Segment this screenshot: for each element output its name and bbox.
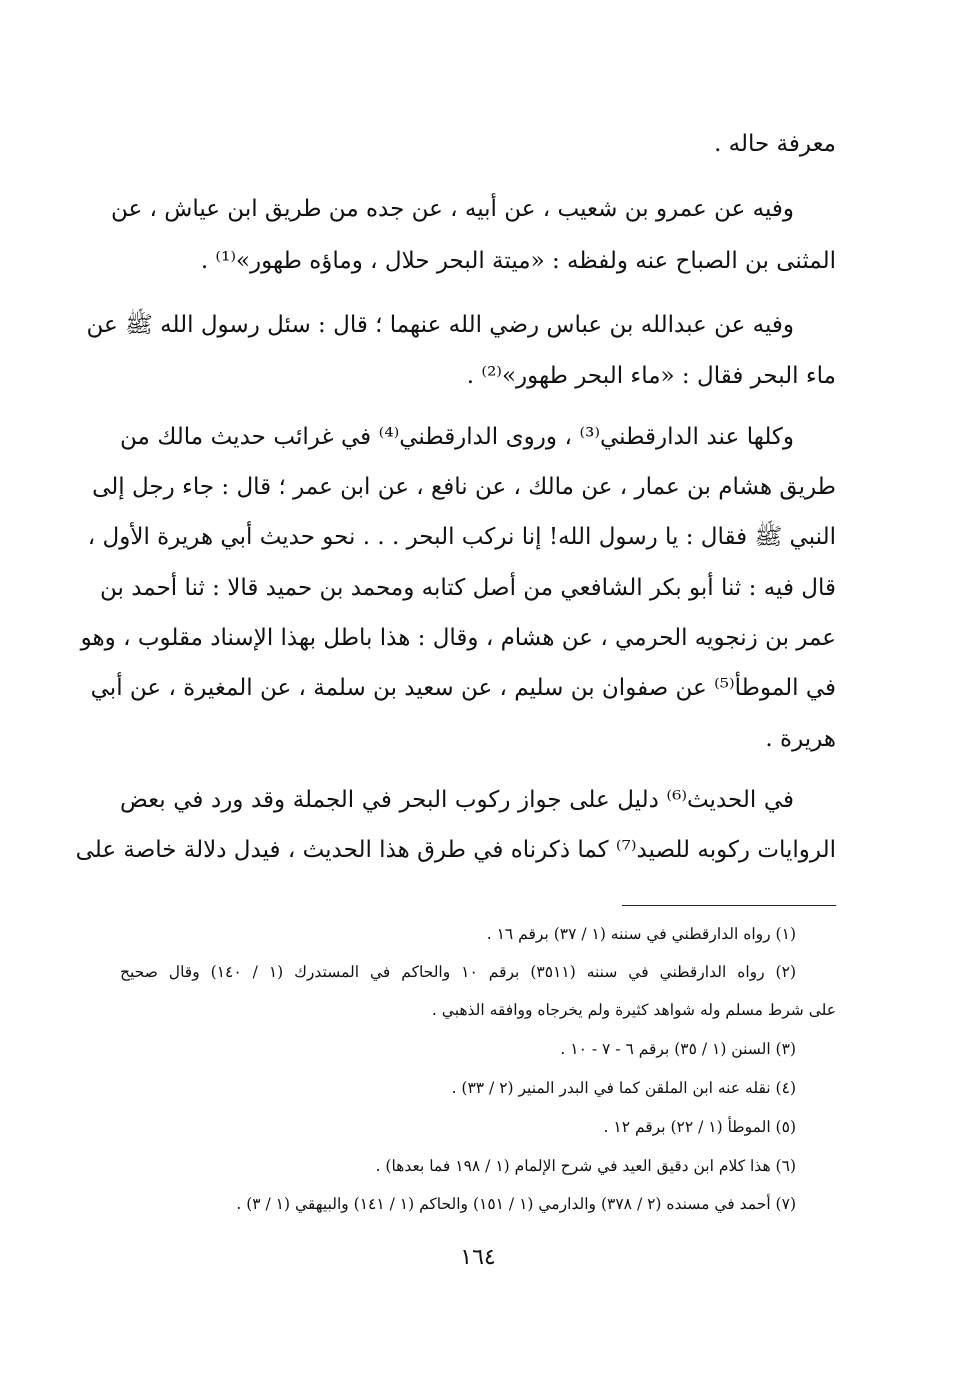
body-line-14: الروايات ركوبه للصيد⁽⁷⁾ كما ذكرناه في طرق هذا الحديث ، فيدل دلالة خاصة على	[75, 837, 836, 863]
body-line-4: وفيه عن عبدالله بن عباس رضي الله عنهما ؛ قال : سئل رسول الله ﷺ عن	[86, 312, 794, 338]
body-line-5: ماء البحر فقال : «ماء البحر طهور»⁽²⁾ .	[466, 363, 836, 389]
body-line-9: قال فيه : ثنا أبو بكر الشافعي من أصل كتابه ومحمد بن حميد قالا : ثنا أحمد بن	[100, 575, 836, 601]
body-line-6: وكلها عند الدارقطني⁽³⁾ ، وروى الدارقطني⁽⁴⁾ في غرائب حديث مالك من	[120, 424, 794, 450]
body-line-11: في الموطأ⁽⁵⁾ عن صفوان بن سليم ، عن سعيد بن سلمة ، عن المغيرة ، عن أبي	[90, 675, 836, 701]
body-line-10: عمر بن زنجويه الحرمي ، عن هشام ، وقال : هذا باطل بهذا الإسناد مقلوب ، وهو	[80, 625, 836, 651]
footnote-6: (٦) هذا كلام ابن دقيق العيد في شرح الإلمام (١ / ١٩٨ فما بعدها) .	[375, 1157, 796, 1175]
footnote-1: (١) رواه الدارقطني في سننه (١ / ٣٧) برقم ١٦ .	[486, 925, 796, 943]
body-line-3: المثنى بن الصباح عنه ولفظه : «ميتة البحر حلال ، وماؤه طهور»⁽¹⁾ .	[200, 248, 836, 274]
footnote-4: (٤) نقله عنه ابن الملقن كما في البدر المنير (٢ / ٣٣) .	[451, 1079, 796, 1097]
body-line-2: وفيه عن عمرو بن شعيب ، عن أبيه ، عن جده من طريق ابن عياش ، عن	[110, 196, 794, 222]
document-page	[75, 0, 836, 1391]
footnote-7: (٧) أحمد في مسنده (٢ / ٣٧٨) والدارمي (١ / ١٥١) والحاكم (١ / ١٤١) والبيهقي (١ / ٣) .	[236, 1195, 796, 1213]
footnote-separator	[622, 905, 836, 906]
footnote-3: (٣) السنن (١ / ٣٥) برقم ٦ - ٧ - ١٠ .	[560, 1040, 796, 1058]
footnote-2: (٢) رواه الدارقطني في سننه (٣٥١١) برقم ١٠ والحاكم في المستدرك (١ / ١٤٠) وقال صحيح	[120, 963, 796, 981]
body-line-12: هريرة .	[765, 726, 836, 752]
footnote-2-continued: على شرط مسلم وله شواهد كثيرة ولم يخرجاه ووافقه الذهبي .	[431, 1001, 836, 1019]
body-line-7: طريق هشام بن عمار ، عن مالك ، عن نافع ، عن ابن عمر ؛ قال : جاء رجل إلى	[92, 474, 836, 500]
footnote-5: (٥) الموطأ (١ / ٢٢) برقم ١٢ .	[603, 1118, 796, 1136]
body-line-13: في الحديث⁽⁶⁾ دليل على جواز ركوب البحر في الجملة وقد ورد في بعض	[120, 787, 795, 813]
body-line-8: النبي ﷺ فقال : يا رسول الله! إنا نركب البحر . . . نحو حديث أبي هريرة الأول ،	[87, 524, 836, 550]
page-number: ١٦٤	[460, 1245, 496, 1270]
body-line-1: معرفة حاله .	[714, 131, 836, 157]
